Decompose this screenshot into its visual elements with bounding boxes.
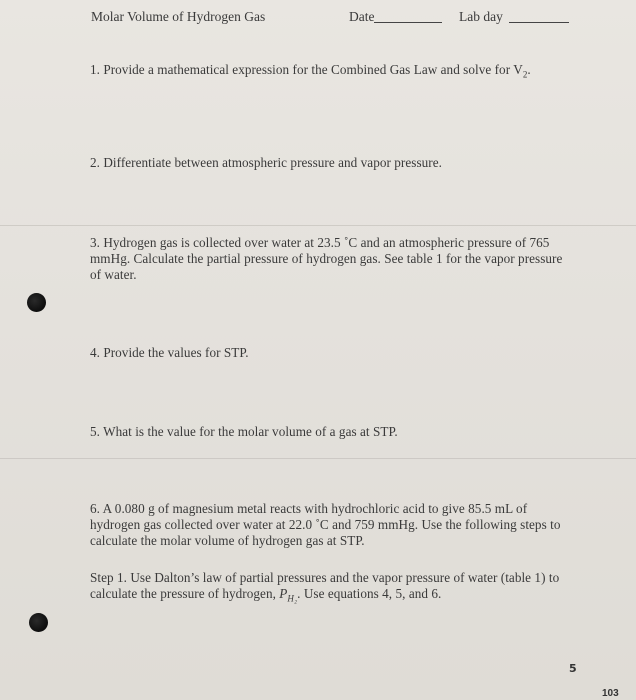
printed-page-number: 103	[602, 688, 619, 699]
step-1-text: Step 1. Use Dalton’s law of partial pressures and the vapor pressure of water (table 1) to calculate the pressure of hydrogen,	[90, 570, 560, 602]
question-1-text: 1. Provide a mathematical expression for the Combined Gas Law and solve for V	[90, 62, 523, 77]
question-5: 5. What is the value for the molar volume of a gas at STP.	[90, 424, 398, 439]
binder-hole	[27, 293, 46, 312]
step-1	[90, 570, 572, 607]
question-2: 2. Differentiate between atmospheric pressure and vapor pressure.	[90, 155, 442, 170]
question-1	[90, 62, 572, 83]
page-header	[91, 9, 571, 27]
question-1-period: .	[527, 62, 531, 77]
step-1-end: . Use equations 4, 5, and 6.	[297, 586, 442, 602]
paper-fold	[0, 458, 636, 459]
question-3: 3. Hydrogen gas is collected over water at 23.5 ˚C and an atmospheric pressure of 765 mmHg. Calculate the partial pressure of hydrogen gas. See table 1 for the vapor pressure of water.	[90, 235, 563, 283]
question-6: 6. A 0.080 g of magnesium metal reacts with hydrochloric acid to give 85.5 mL of hydrogen gas collected over water at 22.0 ˚C and 759 mmHg. Use the following steps to calculate the molar volume of hydrogen gas at STP.	[90, 501, 561, 549]
date-label: Date	[349, 9, 375, 24]
binder-hole	[29, 613, 48, 632]
lab-day-blank-line	[509, 22, 569, 23]
question-1-subscript: 2	[522, 69, 528, 80]
question-4: 4. Provide the values for STP.	[90, 345, 249, 360]
worksheet-title: Molar Volume of Hydrogen Gas	[91, 9, 266, 24]
lab-day-label: Lab day	[459, 9, 503, 24]
pressure-symbol: P	[279, 586, 288, 602]
pressure-subscript: H₂	[287, 593, 298, 604]
paper-fold	[0, 225, 636, 226]
date-blank-line	[374, 22, 442, 23]
handwritten-page-number: 5	[569, 662, 577, 675]
